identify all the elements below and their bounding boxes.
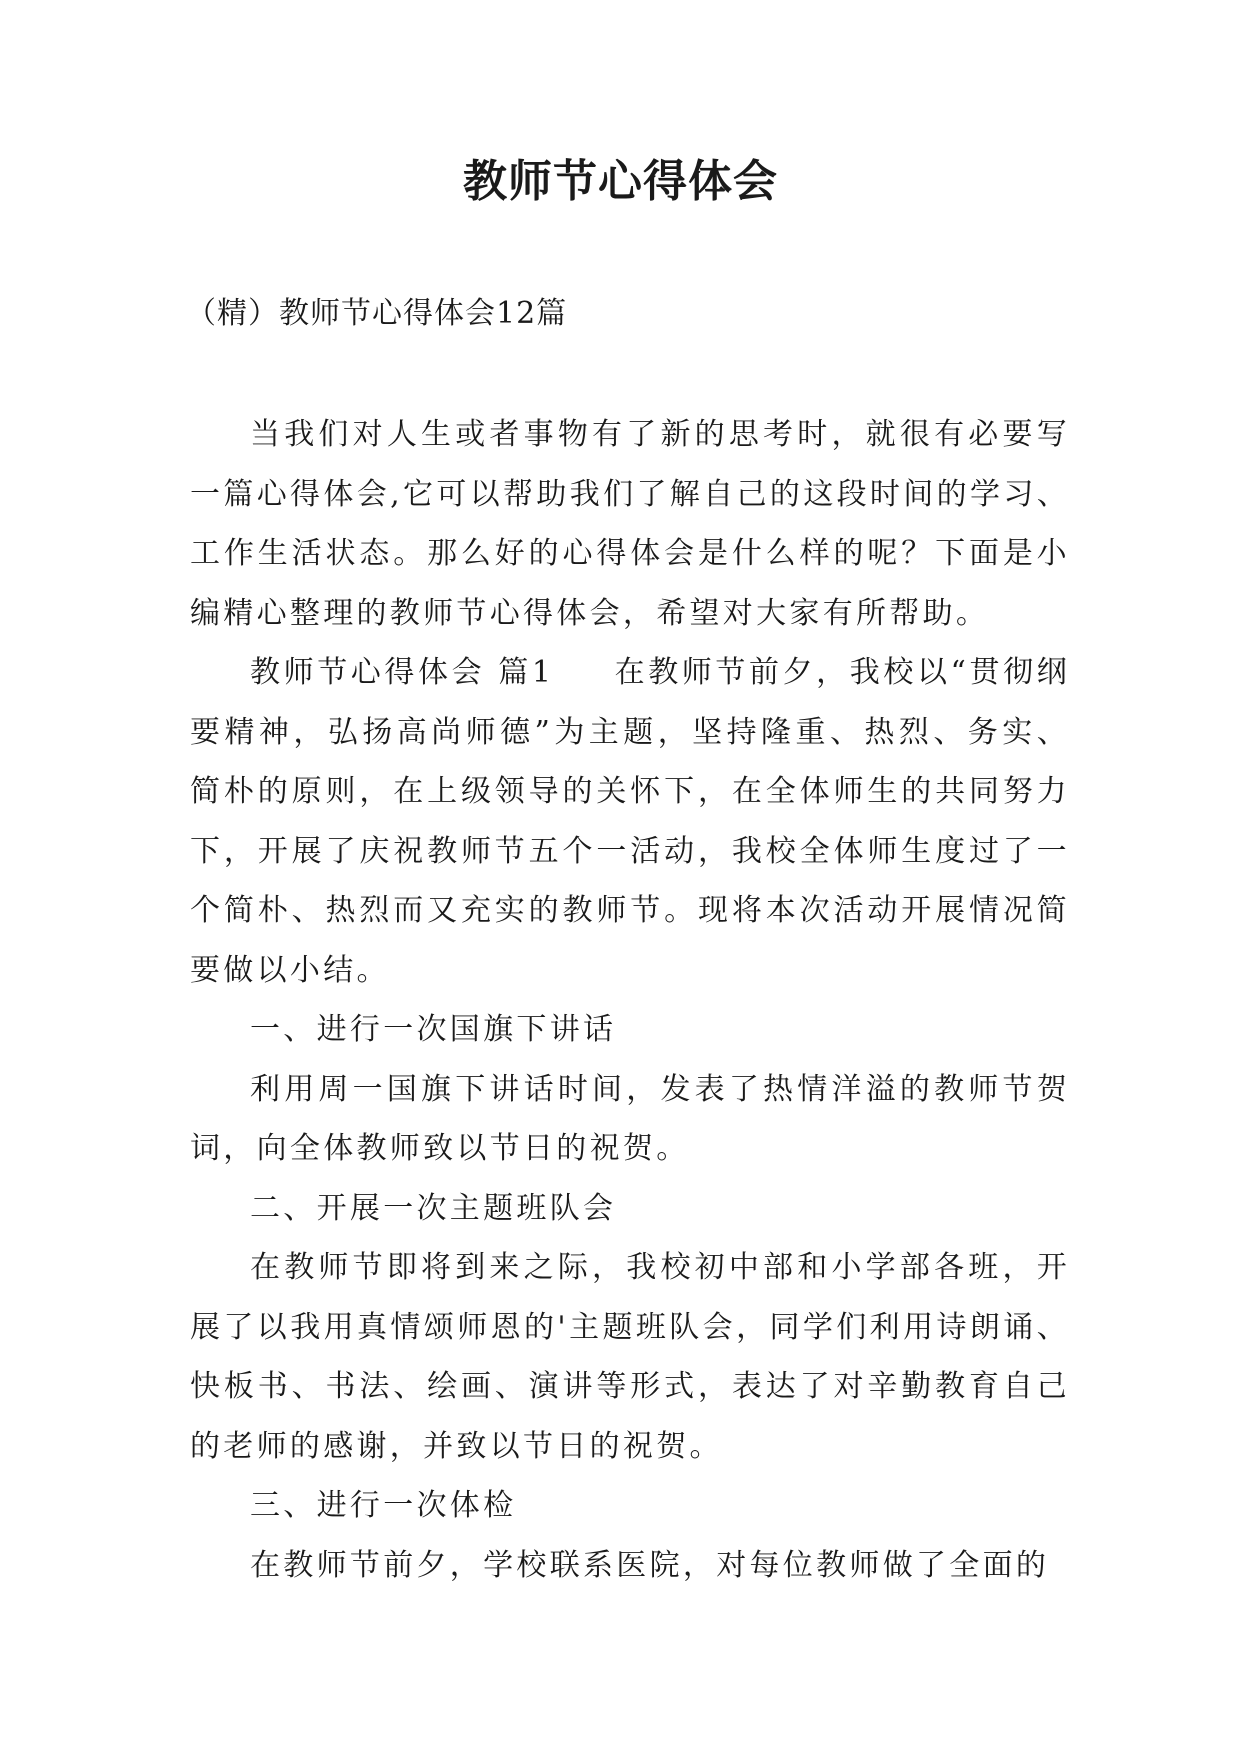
heading-1: 一、进行一次国旗下讲话 xyxy=(250,1012,617,1047)
section-1-paragraph xyxy=(190,643,1070,1000)
section-1-text: 在教师节前夕，我校以“贯彻纲要精神，弘扬高尚师德”为主题，坚持隆重、热烈、务实、简朴的原则，在上级领导的关怀下，在全体师生的共同努力下，开展了庆祝教师节五个一活动，我校全体师生度过了一个简朴、热烈而又充实的教师节。现将本次活动开展情况简要做以小结。 xyxy=(190,655,1070,988)
document-title: 教师节心得体会 xyxy=(463,156,778,207)
heading-2: 二、开展一次主题班队会 xyxy=(250,1190,617,1226)
document-subtitle: （精）教师节心得体会12篇 xyxy=(186,296,568,331)
section-1-label: 教师节心得体会 篇1 xyxy=(250,655,555,690)
paragraph-3: 在教师节前夕，学校联系医院，对每位教师做了全面的 xyxy=(250,1547,1050,1583)
paragraph-2: 在教师节即将到来之际，我校初中部和小学部各班，开展了以我用真情颂师恩的'主题班队会，同学们利用诗朗诵、快板书、书法、绘画、演讲等形式，表达了对辛勤教育自己的老师的感谢，并致以节日的祝贺。 xyxy=(190,1250,1070,1464)
intro-paragraph: 当我们对人生或者事物有了新的思考时，就很有必要写一篇心得体会,它可以帮助我们了解自己的这段时间的学习、工作生活状态。那么好的心得体会是什么样的呢？下面是小编精心整理的教师节心得体会，希望对大家有所帮助。 xyxy=(190,417,1070,631)
paragraph-1: 利用周一国旗下讲话时间，发表了热情洋溢的教师节贺词，向全体教师致以节日的祝贺。 xyxy=(190,1071,1070,1166)
document-body xyxy=(190,405,1070,1595)
heading-3: 三、进行一次体检 xyxy=(250,1488,517,1523)
